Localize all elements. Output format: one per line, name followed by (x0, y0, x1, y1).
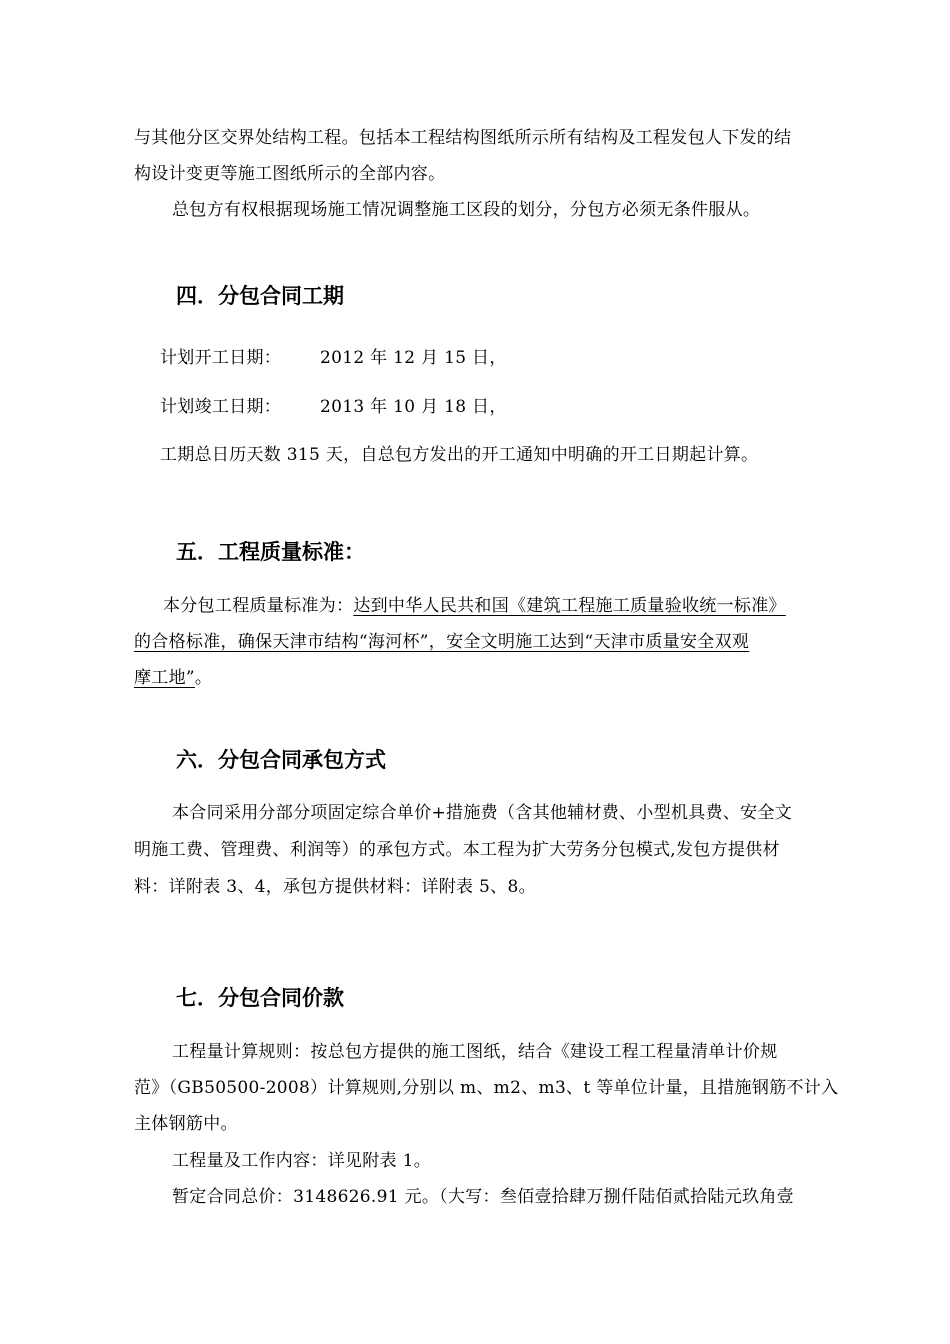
section-6-heading: 六．分包合同承包方式 (176, 748, 386, 772)
quality-line-1 (163, 594, 786, 618)
planned-start-row (160, 346, 660, 370)
intro-line-1: 与其他分区交界处结构工程。包括本工程结构图纸所示所有结构及工程发包人下发的结 (134, 128, 792, 148)
price-line-4: 工程量及工作内容：详见附表 1。 (172, 1151, 432, 1171)
section-7-heading: 七．分包合同价款 (176, 986, 344, 1010)
contract-method-line-1: 本合同采用分部分项固定综合单价+措施费（含其他辅材费、小型机具费、安全文 (172, 803, 793, 823)
planned-end-label: 计划竣工日期： (160, 397, 282, 417)
planned-end-value: 2013 年 10 月 18 日， (320, 397, 507, 417)
planned-end-row (160, 395, 660, 419)
planned-start-label: 计划开工日期： (160, 348, 282, 368)
duration-text: 工期总日历天数 315 天，自总包方发出的开工通知中明确的开工日期起计算。 (160, 445, 759, 465)
price-line-5: 暂定合同总价：3148626.91 元。（大写：叁佰壹拾肆万捌仟陆佰贰拾陆元玖角壹 (172, 1187, 794, 1207)
planned-start-value: 2012 年 12 月 15 日， (320, 348, 507, 368)
section-5-heading: 五．工程质量标准： (176, 540, 365, 564)
quality-standard-underlined-2: 的合格标准，确保天津市结构“海河杯”，安全文明施工达到“天津市质量安全双观 (134, 632, 750, 652)
price-line-2: 范》（GB50500-2008）计算规则,分别以 m、m2、m3、t 等单位计量，且措施钢筋不计入 (134, 1078, 839, 1098)
quality-standard-underlined-1: 达到中华人民共和国《建筑工程施工质量验收统一标准》 (353, 596, 786, 616)
contract-method-line-3: 料：详附表 3、4，承包方提供材料：详附表 5、8。 (134, 877, 536, 897)
quality-standard-underlined-3: 摩工地” (134, 668, 195, 688)
intro-line-2: 构设计变更等施工图纸所示的全部内容。 (134, 164, 446, 184)
intro-line-3: 总包方有权根据现场施工情况调整施工区段的划分，分包方必须无条件服从。 (172, 200, 761, 220)
quality-suffix: 。 (194, 668, 213, 688)
quality-line-2 (134, 630, 749, 654)
section-4-heading: 四．分包合同工期 (176, 284, 344, 308)
quality-prefix: 本分包工程质量标准为： (163, 596, 354, 616)
contract-method-line-2: 明施工费、管理费、利润等）的承包方式。本工程为扩大劳务分包模式,发包方提供材 (134, 840, 780, 860)
price-line-3: 主体钢筋中。 (134, 1114, 238, 1134)
quality-line-3 (134, 666, 212, 690)
price-line-1: 工程量计算规则：按总包方提供的施工图纸，结合《建设工程工程量清单计价规 (172, 1042, 778, 1062)
